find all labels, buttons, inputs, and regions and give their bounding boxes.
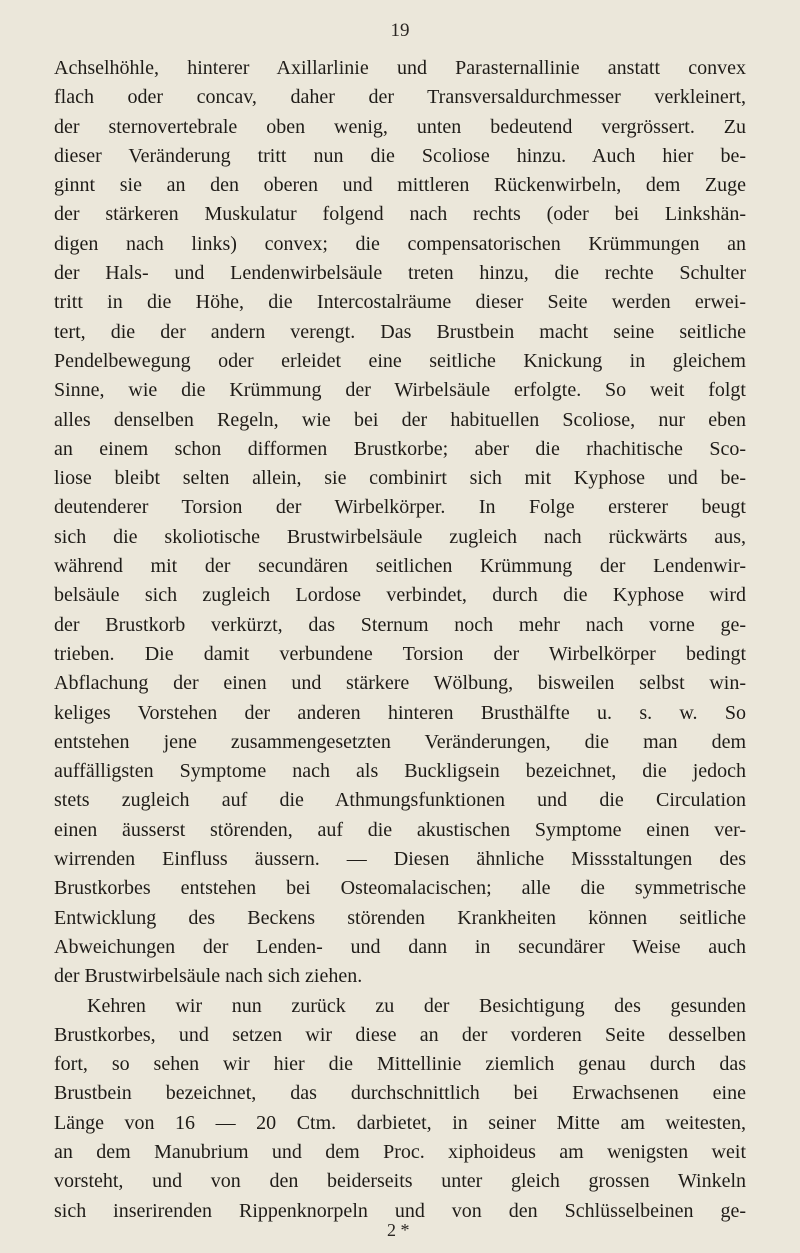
page-number: 19 — [390, 20, 410, 41]
signature-mark: 2 * — [387, 1220, 410, 1240]
text-line: Abweichungen der Lenden- und dann in secundärer Weise auch — [54, 935, 746, 958]
body-text — [54, 54, 746, 1226]
text-line: der Brustkorb verkürzt, das Sternum noch mehr nach vorne ge- — [54, 613, 746, 636]
text-line: deutenderer Torsion der Wirbelkörper. In Folge ersterer beugt — [54, 496, 746, 519]
text-line: fort, so sehen wir hier die Mittellinie ziemlich genau durch das — [54, 1053, 746, 1076]
text-line: Brustbein bezeichnet, das durchschnittlich bei Erwachsenen eine — [54, 1082, 746, 1105]
text-line: keliges Vorstehen der anderen hinteren Brusthälfte u. s. w. So — [54, 701, 746, 724]
text-line: digen nach links) convex; die compensatorischen Krümmungen an — [54, 232, 746, 255]
text-line: tert, die der andern verengt. Das Brustbein macht seine seitliche — [54, 320, 746, 343]
text-line: entstehen jene zusammengesetzten Veränderungen, die man dem — [54, 730, 746, 753]
text-line: während mit der secundären seitlichen Krümmung der Lendenwir- — [54, 555, 746, 578]
text-line: Abflachung der einen und stärkere Wölbung, bisweilen selbst win- — [54, 672, 746, 695]
text-line: Sinne, wie die Krümmung der Wirbelsäule erfolgte. So weit folgt — [54, 379, 746, 402]
text-line: Brustkorbes, und setzen wir diese an der vorderen Seite desselben — [54, 1023, 746, 1046]
text-line: auffälligsten Symptome nach als Buckligsein bezeichnet, die jedoch — [54, 760, 746, 783]
text-line: sich inserirenden Rippenknorpeln und von den Schlüsselbeinen ge- — [54, 1199, 746, 1222]
text-line: wirrenden Einfluss äussern. — Diesen ähnliche Missstaltungen des — [54, 848, 746, 871]
paragraph-start-line: Kehren wir nun zurück zu der Besichtigung des gesunden — [87, 994, 746, 1017]
text-line: einen äusserst störenden, auf die akustischen Symptome einen ver- — [54, 818, 746, 841]
text-line: ginnt sie an den oberen und mittleren Rückenwirbeln, dem Zuge — [54, 174, 746, 197]
text-line: stets zugleich auf die Athmungsfunktionen und die Circulation — [54, 789, 746, 812]
text-line: Achselhöhle, hinterer Axillarlinie und Parasternallinie anstatt convex — [54, 57, 746, 79]
text-line: flach oder concav, daher der Transversaldurchmesser verkleinert, — [54, 86, 746, 109]
text-line: der stärkeren Muskulatur folgend nach rechts (oder bei Linkshän- — [54, 203, 746, 226]
text-line: der Hals- und Lendenwirbelsäule treten hinzu, die rechte Schulter — [54, 262, 746, 285]
text-line: tritt in die Höhe, die Intercostalräume dieser Seite werden erwei- — [54, 291, 746, 314]
text-line: belsäule sich zugleich Lordose verbindet, durch die Kyphose wird — [54, 584, 746, 607]
text-line: an einem schon difformen Brustkorbe; aber die rhachitische Sco- — [54, 437, 746, 460]
text-line: der sternovertebrale oben wenig, unten bedeutend vergrössert. Zu — [54, 115, 746, 138]
text-line: Länge von 16 — 20 Ctm. darbietet, in seiner Mitte am weitesten, — [54, 1111, 746, 1134]
text-line: alles denselben Regeln, wie bei der habituellen Scoliose, nur eben — [54, 408, 746, 431]
paragraph-end-line: der Brustwirbelsäule nach sich ziehen. — [54, 965, 363, 988]
text-line: Pendelbewegung oder erleidet eine seitliche Knickung in gleichem — [54, 349, 746, 372]
text-line: Entwicklung des Beckens störenden Krankheiten können seitliche — [54, 906, 746, 929]
text-line: liose bleibt selten allein, sie combinirt sich mit Kyphose und be- — [54, 467, 746, 490]
text-line: vorsteht, und von den beiderseits unter gleich grossen Winkeln — [54, 1170, 746, 1193]
text-line: dieser Veränderung tritt nun die Scoliose hinzu. Auch hier be- — [54, 144, 746, 167]
text-line: trieben. Die damit verbundene Torsion der Wirbelkörper bedingt — [54, 642, 746, 665]
text-line: an dem Manubrium und dem Proc. xiphoideus am wenigsten weit — [54, 1140, 746, 1163]
text-line: Brustkorbes entstehen bei Osteomalacischen; alle die symmetrische — [54, 877, 746, 900]
text-line: sich die skoliotische Brustwirbelsäule zugleich nach rückwärts aus, — [54, 525, 746, 548]
